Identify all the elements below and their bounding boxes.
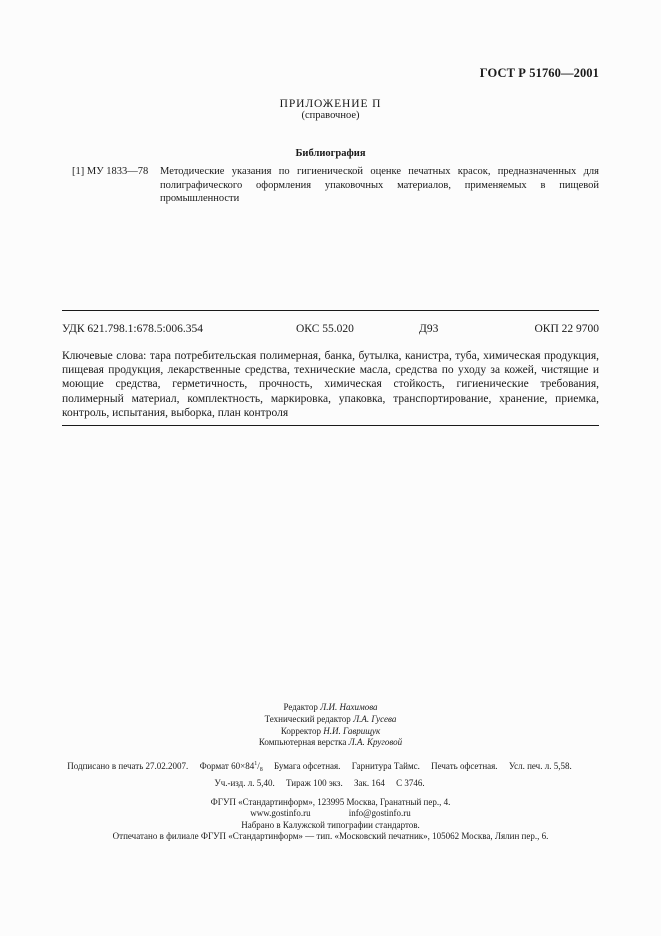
print-info xyxy=(0,758,639,789)
divider-bottom xyxy=(62,425,599,426)
credit-layout: Компьютерная верстка Л.А. Круговой xyxy=(258,737,403,748)
publisher-block xyxy=(0,797,661,842)
udk-code: УДК 621.798.1:678.5:006.354 xyxy=(62,323,204,335)
credit-tech-editor: Технический редактор Л.А. Гусева xyxy=(264,713,397,724)
document-code: ГОСТ Р 51760—2001 xyxy=(479,66,599,80)
appendix-title: ПРИЛОЖЕНИЕ П xyxy=(279,98,382,110)
classification-row xyxy=(62,323,599,335)
okp-code: ОКП 22 9700 xyxy=(534,323,599,335)
typeset-info: Набрано в Калужской типографии стандартов. xyxy=(241,819,420,830)
print-info-line1: Подписано в печать 27.02.2007. Формат $60\times 84^1/_8$ Бумага офсетная. Гарнитура Таймс. Печать офсетная. Усл. печ. л. 5,58. xyxy=(67,761,572,773)
publisher-email: info@gostinfo.ru xyxy=(348,808,411,819)
credit-corrector: Корректор Н.И. Гаврищук xyxy=(280,725,381,736)
printed-info: Отпечатано в филиале ФГУП «Стандартинформ» — тип. «Московский печатник», 105062 Москва, Лялин пер., 6. xyxy=(112,830,549,841)
oks-code: ОКС 55.020 xyxy=(296,323,354,335)
publisher-address: ФГУП «Стандартинформ», 123995 Москва, Гранатный пер., 4. xyxy=(210,797,451,807)
bibliography-text: Методические указания по гигиенической оценке печатных красок, предназначенных для полиграфического оформления упаковочных материалов, применяемых в пищевой промышленности xyxy=(160,166,599,205)
credits-block xyxy=(0,702,661,749)
publisher-website: www.gostinfo.ru xyxy=(250,808,311,819)
keywords: Ключевые слова: тара потребительская полимерная, банка, бутылка, канистра, туба, химическая продукция, пищевая продукция, лекарственные средства, технические масла, средства по уходу за кожей, чистящие и моющие средства, герметичность, прочность, химическая стойкость, гигиенические требования, полимерный материал, комплектность, маркировка, упаковка, транспортирование, хранение, приемка, контроль, испытания, выборка, план контроля xyxy=(62,350,599,419)
bibliography-heading: Библиография xyxy=(295,148,366,159)
appendix-subtitle: (справочное) xyxy=(301,110,360,121)
group-code: Д93 xyxy=(419,323,439,335)
bibliography-ref: [1] МУ 1833—78 xyxy=(72,166,149,177)
bibliography-item xyxy=(72,165,599,206)
credit-editor: Редактор Л.И. Нахимова xyxy=(283,702,378,712)
divider-top xyxy=(62,310,599,311)
publisher-contacts xyxy=(0,808,661,819)
format: Формат $60\times 84^1/_8$ xyxy=(199,761,263,773)
print-info-line2: Уч.-изд. л. 5,40. Тираж 100 экз. Зак. 164 С 3746. xyxy=(214,777,425,788)
